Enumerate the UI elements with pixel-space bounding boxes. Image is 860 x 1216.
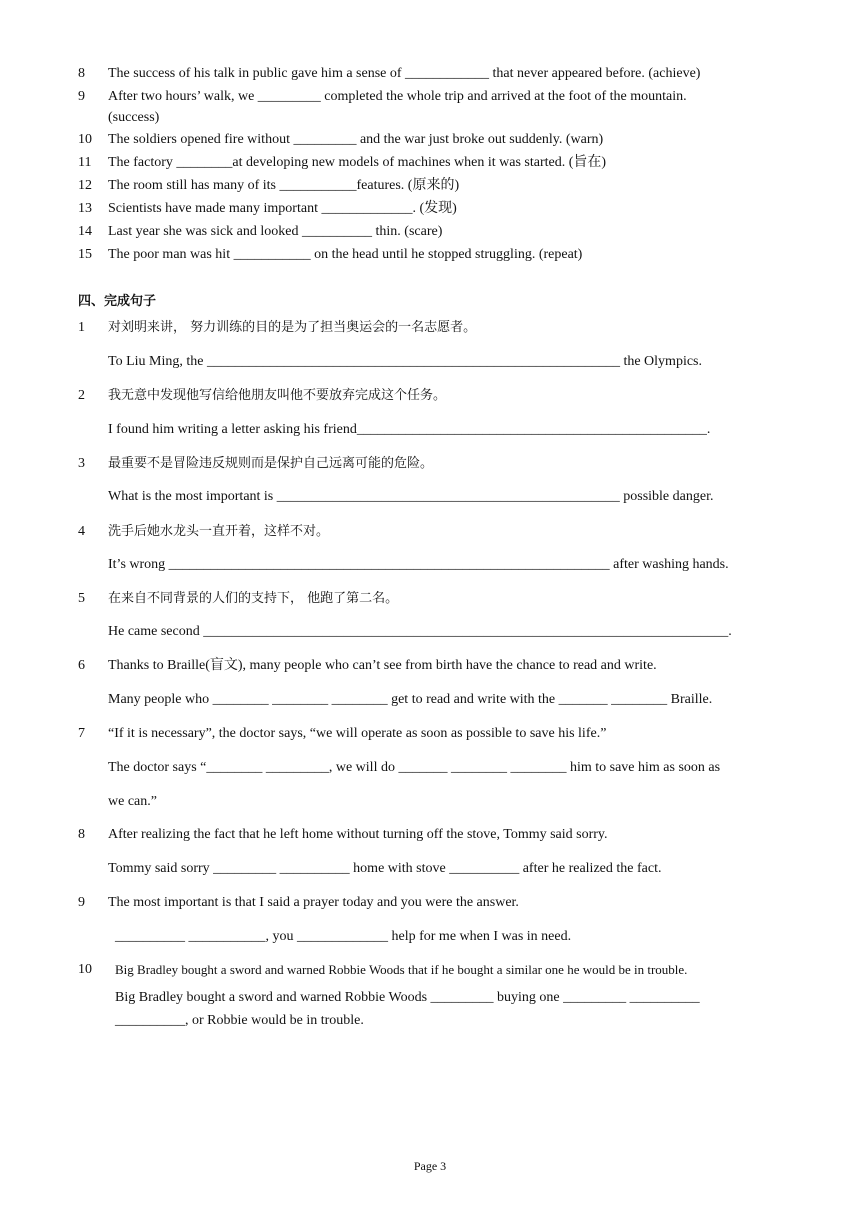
item-number: 13 [78, 201, 92, 216]
item-text: After two hours’ walk, we _________ completed the whole trip and arrived at the foot of the mountain. [108, 89, 687, 104]
item-text: The poor man was hit ___________ on the head until he stopped struggling. (repeat) [108, 247, 583, 262]
item-number: 8 [78, 827, 85, 842]
item-text: (success) [108, 110, 160, 125]
item-prompt: 我无意中发现他写信给他朋友叫他不要放弃完成这个任务。 [108, 388, 447, 403]
item-prompt: 在来自不同背景的人们的支持下， 他跑了第二名。 [108, 591, 399, 606]
item-answer: Tommy said sorry _________ __________ home with stove __________ after he realized the fact. [108, 861, 662, 876]
item-number: 5 [78, 591, 85, 606]
item-text: The soldiers opened fire without _________ and the war just broke out suddenly. (warn) [108, 132, 604, 147]
item-answer: __________, or Robbie would be in trouble. [115, 1013, 364, 1028]
item-number: 14 [78, 224, 92, 239]
item-number: 11 [78, 155, 92, 170]
item-text: The factory ________at developing new models of machines when it was started. (旨在) [108, 155, 607, 170]
item-number: 9 [78, 89, 85, 104]
item-prompt: Big Bradley bought a sword and warned Robbie Woods that if he bought a similar one he would be in trouble. [115, 962, 688, 977]
item-text: The room still has many of its ___________features. (原来的) [108, 178, 460, 193]
item-text: Scientists have made many important _____________. (发现) [108, 201, 457, 216]
item-answer: Big Bradley bought a sword and warned Robbie Woods _________ buying one _________ __________ [115, 990, 700, 1005]
item-number: 9 [78, 895, 85, 910]
item-answer: we can.” [108, 794, 157, 809]
item-prompt: The most important is that I said a prayer today and you were the answer. [108, 895, 519, 910]
item-number: 3 [78, 456, 85, 471]
item-number: 10 [78, 132, 92, 147]
item-prompt: After realizing the fact that he left home without turning off the stove, Tommy said sorry. [108, 827, 608, 842]
item-answer: Many people who ________ ________ ________ get to read and write with the _______ ________ Braille. [108, 692, 713, 707]
section-heading: 四、完成句子 [78, 294, 157, 309]
item-number: 7 [78, 726, 85, 741]
item-answer: __________ ___________, you _____________ help for me when I was in need. [115, 929, 572, 944]
item-number: 10 [78, 962, 92, 977]
item-prompt: “If it is necessary”, the doctor says, “we will operate as soon as possible to save his life.” [108, 726, 607, 741]
item-answer: I found him writing a letter asking his friend__________________________________________________. [108, 422, 711, 437]
item-prompt: 洗手后她水龙头一直开着，这样不对。 [108, 524, 330, 539]
item-number: 2 [78, 388, 85, 403]
item-text: The success of his talk in public gave him a sense of ____________ that never appeared before. (achieve) [108, 66, 701, 81]
item-number: 8 [78, 66, 85, 81]
item-number: 15 [78, 247, 92, 262]
item-answer: The doctor says “________ _________, we will do _______ ________ ________ him to save him as soon as [108, 760, 721, 775]
item-prompt: Thanks to Braille(盲文), many people who can’t see from birth have the chance to read and write. [108, 658, 657, 673]
item-number: 12 [78, 178, 92, 193]
item-number: 6 [78, 658, 85, 673]
item-number: 4 [78, 524, 85, 539]
item-answer: It’s wrong _______________________________________________________________ after washing hands. [108, 557, 729, 572]
item-number: 1 [78, 320, 85, 335]
item-answer: To Liu Ming, the ___________________________________________________________ the Olympics. [108, 354, 703, 369]
item-prompt: 最重要不是冒险违反规则而是保护自己远离可能的危险。 [108, 456, 434, 471]
item-answer: He came second ___________________________________________________________________________. [108, 624, 732, 639]
item-answer: What is the most important is _________________________________________________ possible danger. [108, 489, 714, 504]
item-text: Last year she was sick and looked __________ thin. (scare) [108, 224, 443, 239]
page-number: Page 3 [413, 1159, 447, 1173]
item-prompt: 对刘明来讲， 努力训练的目的是为了担当奥运会的一名志愿者。 [108, 320, 477, 335]
